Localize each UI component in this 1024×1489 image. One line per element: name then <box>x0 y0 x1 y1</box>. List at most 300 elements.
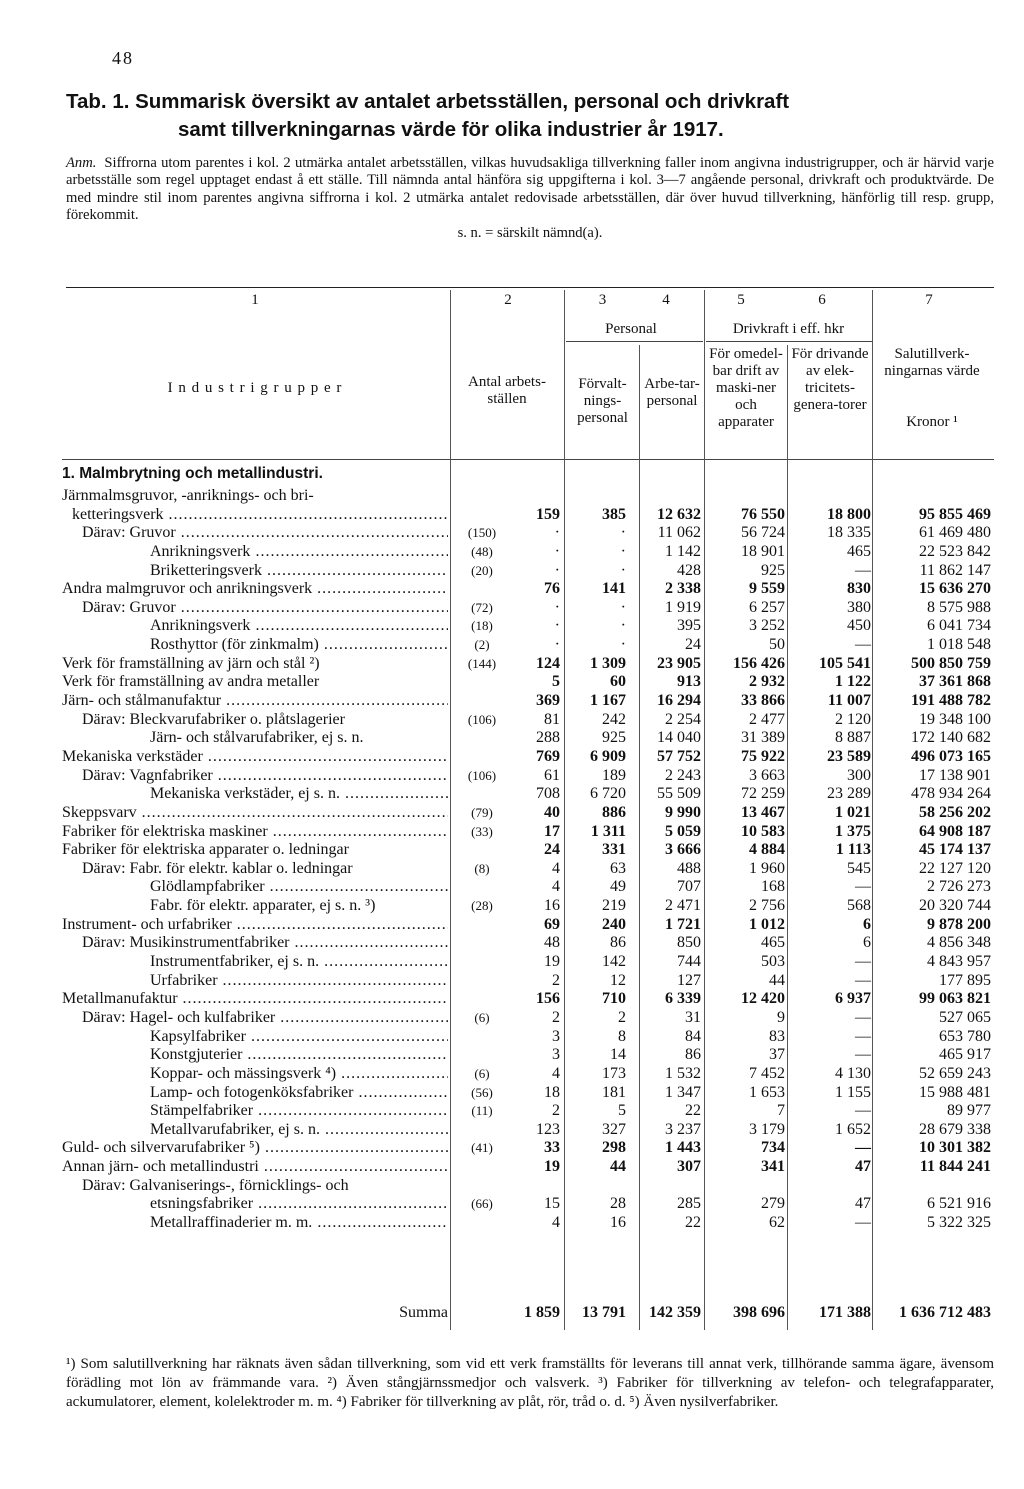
row-label-text: Stämpelfabriker ..... <box>150 1102 448 1119</box>
row-label-text: Lamp- och fotogenköksfabriker ..... <box>150 1084 448 1101</box>
row-value-c3: 12 <box>610 971 626 989</box>
row-value-c5: 1 012 <box>749 915 785 933</box>
row-label <box>62 916 448 935</box>
row-value-c6: — <box>855 636 871 654</box>
header-salutillverkning: Salutillverk-ningarnas värde <box>884 346 980 379</box>
row-label-text: Kapsylfabriker ..... <box>150 1028 448 1045</box>
row-value-c6: 2 120 <box>835 710 871 728</box>
row-value-c7: 500 850 759 <box>911 654 991 672</box>
row-value-c5: 56 724 <box>741 524 785 542</box>
row-value-c6: — <box>855 1213 871 1231</box>
row-value-c5: 3 179 <box>749 1120 785 1138</box>
row-value-c4: 2 254 <box>665 710 701 728</box>
row-label-text: etsningsfabriker ..... <box>150 1195 448 1212</box>
row-value-c6: — <box>855 953 871 971</box>
row-parenthesis-count: (106) <box>467 767 497 783</box>
row-parenthesis-count: (6) <box>474 1009 490 1025</box>
header-personal: Personal <box>605 321 657 337</box>
header-forvaltningspersonal: Förvalt-nings-personal <box>577 376 628 426</box>
row-value-c6: 11 007 <box>827 692 871 710</box>
row-value-c4: 16 294 <box>657 692 701 710</box>
row-value-c7: 17 138 901 <box>919 766 991 784</box>
row-value-c6: 545 <box>847 859 871 877</box>
row-value-c5: 9 <box>777 1008 785 1026</box>
row-value-c6: 300 <box>847 766 871 784</box>
row-value-c2: 81 <box>544 710 560 728</box>
row-label <box>62 1214 448 1233</box>
note-text: Siffrorna utom parentes i kol. 2 utmärka antalet arbetsställen, vilkas huvudsakliga tillverkning faller inom angivna industrigrupper, och är härvid varje arbetsställe som regel upptaget endast å ett ställe. Till nämnda antal hänföra sig uppgifterna i kol. 3—7 angående personal, drivkraft och produktvärde. De med mindre stil inom parentes angivna siffrorna i kol. 2 utmärka antalet redovisade arbetsställen, där över huvud tillverkning, hänförlig till resp. grupp, förekommit. <box>66 155 994 224</box>
row-value-c6: 23 289 <box>827 785 871 803</box>
row-parenthesis-count: (79) <box>471 804 493 820</box>
row-value-c6: 6 <box>863 915 871 933</box>
table-row <box>62 692 994 711</box>
row-label <box>62 506 448 525</box>
row-value-c2: 4 <box>552 878 560 896</box>
table-top-rule <box>66 287 994 288</box>
row-label-text: Metallvarufabriker, ej s. n. ..... <box>150 1121 448 1138</box>
row-label-text: Metallraffinaderier m. m. ..... <box>150 1214 448 1231</box>
summa-antal: 1 859 <box>524 1304 560 1321</box>
row-label-text: Verk för framställning av järn och stål ²) <box>62 654 320 672</box>
header-omedelbar-drift: För omedel-bar drift av maski-ner och apparater <box>709 346 783 430</box>
colnum-1: 1 <box>251 292 259 308</box>
row-value-c4: 86 <box>685 1046 701 1064</box>
row-value-c7: 1 018 548 <box>927 636 991 654</box>
row-value-c2: · <box>554 636 560 654</box>
row-value-c7: 6 521 916 <box>927 1195 991 1213</box>
summa-label: Summa <box>399 1304 448 1321</box>
table-row <box>62 1046 994 1065</box>
row-value-c4: 1 142 <box>665 542 701 560</box>
table-row <box>62 1102 994 1121</box>
row-value-c3: · <box>620 524 626 542</box>
row-parenthesis-count: (48) <box>471 543 493 559</box>
table-row <box>62 617 994 636</box>
row-value-c5: 76 550 <box>741 505 785 523</box>
colnum-3: 3 <box>598 292 607 308</box>
row-label-text: Därav: Bleckvarufabriker o. plåtslagerier <box>82 710 345 728</box>
header-bottom-rule <box>62 459 994 460</box>
row-label <box>62 1139 448 1158</box>
row-value-c3: 1 311 <box>590 822 626 840</box>
row-label-text: Skeppsvarv ..... <box>62 804 448 821</box>
table-row <box>62 636 994 655</box>
row-label-text: Därav: Hagel- och kulfabriker ..... <box>82 1009 448 1026</box>
row-value-c6: 23 589 <box>827 747 871 765</box>
row-label-text: Därav: Fabr. för elektr. kablar o. ledningar <box>82 859 353 877</box>
row-value-c7: 37 361 868 <box>919 673 991 691</box>
row-value-c7: 64 908 187 <box>919 822 991 840</box>
row-value-c6: 830 <box>847 580 871 598</box>
row-label <box>62 711 448 730</box>
row-label <box>62 617 448 636</box>
table-row <box>62 1084 994 1103</box>
row-value-c2: 3 <box>552 1046 560 1064</box>
row-value-c2: · <box>554 561 560 579</box>
row-value-c5: 18 901 <box>741 542 785 560</box>
row-value-c5: 341 <box>761 1158 785 1176</box>
row-value-c3: 327 <box>602 1120 626 1138</box>
row-label-text: Anrikningsverk ..... <box>150 617 448 634</box>
row-value-c4: 22 <box>685 1102 701 1120</box>
row-value-c2: · <box>554 542 560 560</box>
row-value-c3: 242 <box>602 710 626 728</box>
row-value-c6: 1 652 <box>835 1120 871 1138</box>
row-value-c3: 710 <box>602 990 626 1008</box>
row-value-c3: 181 <box>602 1083 626 1101</box>
row-value-c7: 52 659 243 <box>919 1064 991 1082</box>
row-parenthesis-count: (144) <box>467 655 497 671</box>
header-drivkraft: Drivkraft i eff. hkr <box>732 321 845 337</box>
row-label-text: ketteringsverk ..... <box>72 506 448 523</box>
row-value-c4: 285 <box>677 1195 701 1213</box>
table-row <box>62 785 994 804</box>
row-value-c7: 10 301 382 <box>919 1139 991 1157</box>
table-row <box>62 580 994 599</box>
table-row <box>62 767 994 786</box>
row-value-c4: 55 509 <box>657 785 701 803</box>
summa-omedel: 398 696 <box>733 1304 785 1321</box>
row-label <box>62 487 448 506</box>
header-industrigrupper: I n d u s t r i g r u p p e r <box>167 380 343 396</box>
table-body <box>62 487 994 1233</box>
table-row <box>62 1195 994 1214</box>
row-value-c4: 6 339 <box>665 990 701 1008</box>
row-label <box>62 934 448 953</box>
row-value-c4: 24 <box>685 636 701 654</box>
row-label-text: Annan järn- och metallindustri ..... <box>62 1158 448 1175</box>
row-label-text: Järnmalmsgruvor, -anriknings- och bri- <box>62 487 314 504</box>
row-label-text: Järn- och stålvarufabriker, ej s. n. <box>150 729 364 747</box>
row-value-c6: 6 <box>863 934 871 952</box>
colnum-2: 2 <box>504 292 512 308</box>
row-parenthesis-count: (106) <box>467 711 497 727</box>
row-value-c4: 2 338 <box>665 580 701 598</box>
row-value-c5: 12 420 <box>741 990 785 1008</box>
row-value-c5: 1 653 <box>749 1083 785 1101</box>
table-row <box>62 1177 994 1196</box>
row-value-c4: 57 752 <box>657 747 701 765</box>
row-value-c4: 14 040 <box>657 729 701 747</box>
row-value-c6: 1 122 <box>835 673 871 691</box>
row-value-c4: 12 632 <box>657 505 701 523</box>
row-value-c2: 19 <box>544 1158 560 1176</box>
row-value-c5: 72 259 <box>741 785 785 803</box>
row-value-c2: 123 <box>536 1120 560 1138</box>
row-value-c6: 18 335 <box>827 524 871 542</box>
row-value-c6: 105 541 <box>819 654 871 672</box>
table-row <box>62 934 994 953</box>
row-value-c7: 172 140 682 <box>911 729 991 747</box>
row-parenthesis-count: (56) <box>471 1084 493 1100</box>
header-drivande-generatorer: För drivande av elek-tricitets-genera-torer <box>791 346 869 413</box>
row-label-text: Glödlampfabriker ..... <box>150 878 448 895</box>
row-value-c6: — <box>855 1139 871 1157</box>
row-value-c3: 219 <box>602 897 626 915</box>
row-value-c4: 3 237 <box>665 1120 701 1138</box>
row-label <box>62 1046 448 1065</box>
row-value-c2: · <box>554 617 560 635</box>
row-value-c2: 16 <box>544 897 560 915</box>
row-label-text: Konstgjuterier ..... <box>150 1046 448 1063</box>
row-value-c7: 527 065 <box>939 1008 991 1026</box>
table-row <box>62 1028 994 1047</box>
table-row <box>62 1009 994 1028</box>
row-value-c2: 2 <box>552 1102 560 1120</box>
row-value-c2: 17 <box>544 822 560 840</box>
row-label <box>62 1177 448 1196</box>
row-label-text: Därav: Gruvor ..... <box>82 524 448 541</box>
row-value-c7: 15 636 270 <box>919 580 991 598</box>
personal-rule <box>566 341 703 342</box>
row-parenthesis-count: (6) <box>474 1065 490 1081</box>
row-value-c5: 3 663 <box>749 766 785 784</box>
row-value-c5: 83 <box>769 1027 785 1045</box>
row-value-c3: 2 <box>618 1008 626 1026</box>
header-arbetarpersonal: Arbe-tar-personal <box>644 376 700 409</box>
row-value-c4: 1 721 <box>665 915 701 933</box>
row-parenthesis-count: (28) <box>471 898 493 914</box>
row-value-c7: 28 679 338 <box>919 1120 991 1138</box>
row-value-c5: 3 252 <box>749 617 785 635</box>
row-value-c5: 503 <box>761 953 785 971</box>
row-value-c4: 11 062 <box>657 524 701 542</box>
row-value-c4: 3 666 <box>665 841 701 859</box>
row-value-c4: 707 <box>677 878 701 896</box>
table-row <box>62 841 994 860</box>
row-value-c5: 75 922 <box>741 747 785 765</box>
page-number: 48 <box>112 48 134 68</box>
row-label-text: Anrikningsverk ..... <box>150 543 448 560</box>
row-value-c7: 22 523 842 <box>919 542 991 560</box>
row-value-c7: 95 855 469 <box>919 505 991 523</box>
row-value-c2: 4 <box>552 1064 560 1082</box>
table-row <box>62 823 994 842</box>
table-row <box>62 543 994 562</box>
title-line-2: samt tillverkningarnas värde för olika industrier år 1917. <box>178 118 724 141</box>
row-value-c3: · <box>620 542 626 560</box>
row-value-c5: 62 <box>769 1213 785 1231</box>
row-label-text: Briketteringsverk ..... <box>150 562 448 579</box>
row-value-c7: 653 780 <box>939 1027 991 1045</box>
row-label <box>62 729 448 748</box>
summa-varde: 1 636 712 483 <box>899 1304 991 1321</box>
row-label-text: Mekaniska verkstäder ..... <box>62 748 448 765</box>
table-row <box>62 916 994 935</box>
row-value-c5: 31 389 <box>741 729 785 747</box>
row-value-c6: — <box>855 1102 871 1120</box>
row-value-c4: 2 471 <box>665 897 701 915</box>
row-label <box>62 636 448 655</box>
table-row <box>62 860 994 879</box>
row-label <box>62 655 448 674</box>
row-label <box>62 692 448 711</box>
row-label <box>62 990 448 1009</box>
row-value-c5: 44 <box>769 971 785 989</box>
row-parenthesis-count: (8) <box>474 860 490 876</box>
row-parenthesis-count: (20) <box>471 562 493 578</box>
row-parenthesis-count: (33) <box>471 823 493 839</box>
row-value-c7: 20 320 744 <box>919 897 991 915</box>
row-label <box>62 823 448 842</box>
row-label-text: Fabr. för elektr. apparater, ej s. n. ³) <box>150 897 376 915</box>
row-value-c4: 307 <box>677 1158 701 1176</box>
row-value-c2: 5 <box>552 673 560 691</box>
row-value-c5: 168 <box>761 878 785 896</box>
header-antal-arbetsstallen: Antal arbets-ställen <box>468 374 546 407</box>
row-value-c2: 61 <box>544 766 560 784</box>
row-value-c6: — <box>855 561 871 579</box>
table-row <box>62 711 994 730</box>
row-label <box>62 673 448 692</box>
row-value-c3: 49 <box>610 878 626 896</box>
row-value-c7: 8 575 988 <box>927 598 991 616</box>
row-value-c4: 428 <box>677 561 701 579</box>
row-value-c7: 465 917 <box>939 1046 991 1064</box>
row-value-c7: 11 862 147 <box>919 561 991 579</box>
table-row <box>62 1214 994 1233</box>
annotation-note <box>66 155 994 242</box>
row-value-c3: 6 909 <box>590 747 626 765</box>
row-value-c2: 15 <box>544 1195 560 1213</box>
row-value-c5: 4 884 <box>749 841 785 859</box>
table-row <box>62 990 994 1009</box>
row-value-c7: 22 127 120 <box>919 859 991 877</box>
row-parenthesis-count: (150) <box>467 525 497 541</box>
row-label <box>62 841 448 860</box>
row-value-c7: 478 934 264 <box>911 785 991 803</box>
row-label <box>62 1065 448 1084</box>
row-label <box>62 562 448 581</box>
row-label-text: Därav: Galvaniserings-, förnicklings- och <box>82 1176 349 1194</box>
row-value-c4: 1 443 <box>665 1139 701 1157</box>
row-value-c6: 380 <box>847 598 871 616</box>
row-label-text: Instrument- och urfabriker ..... <box>62 916 448 933</box>
row-label-text: Rosthyttor (för zinkmalm) ..... <box>150 636 448 653</box>
row-value-c7: 9 878 200 <box>927 915 991 933</box>
row-value-c3: 6 720 <box>590 785 626 803</box>
row-value-c5: 7 452 <box>749 1064 785 1082</box>
table-row <box>62 599 994 618</box>
table-row <box>62 1121 994 1140</box>
row-label-text: Verk för framställning av andra metaller <box>62 673 320 691</box>
row-value-c4: 84 <box>685 1027 701 1045</box>
table-title <box>66 88 1006 144</box>
row-value-c5: 9 559 <box>749 580 785 598</box>
table-row <box>62 562 994 581</box>
row-value-c3: 63 <box>610 859 626 877</box>
row-value-c3: 298 <box>602 1139 626 1157</box>
row-value-c7: 89 977 <box>947 1102 991 1120</box>
row-value-c3: 86 <box>610 934 626 952</box>
drivkraft-rule <box>706 341 872 342</box>
row-value-c3: · <box>620 617 626 635</box>
row-value-c7: 6 041 734 <box>927 617 991 635</box>
row-label <box>62 767 448 786</box>
row-value-c2: 124 <box>536 654 560 672</box>
row-value-c6: 1 155 <box>835 1083 871 1101</box>
row-value-c2: 159 <box>536 505 560 523</box>
row-value-c2: 156 <box>536 990 560 1008</box>
row-value-c2: 369 <box>536 692 560 710</box>
row-value-c6: 465 <box>847 542 871 560</box>
table-row <box>62 729 994 748</box>
row-label-text: Därav: Gruvor ..... <box>82 599 448 616</box>
row-label <box>62 804 448 823</box>
row-label-text: Mekaniska verkstäder, ej s. n. ..... <box>150 785 448 802</box>
row-value-c3: · <box>620 636 626 654</box>
row-label-text: Urfabriker ..... <box>150 972 448 989</box>
note-label: Anm. <box>66 155 97 171</box>
row-value-c2: 769 <box>536 747 560 765</box>
row-value-c6: — <box>855 1027 871 1045</box>
row-value-c4: 488 <box>677 859 701 877</box>
row-value-c3: 385 <box>602 505 626 523</box>
colnum-7: 7 <box>925 292 933 308</box>
row-value-c4: 22 <box>685 1213 701 1231</box>
row-value-c4: 850 <box>677 934 701 952</box>
row-value-c3: 331 <box>602 841 626 859</box>
row-value-c2: 4 <box>552 859 560 877</box>
row-value-c3: 8 <box>618 1027 626 1045</box>
row-label <box>62 1084 448 1103</box>
row-label <box>62 748 448 767</box>
table-row <box>62 972 994 991</box>
summa-drivande: 171 388 <box>819 1304 871 1321</box>
row-value-c3: 189 <box>602 766 626 784</box>
table-row <box>62 655 994 674</box>
header-kronor: Kronor ¹ <box>906 414 958 430</box>
row-value-c3: 60 <box>610 673 626 691</box>
row-value-c5: 13 467 <box>741 803 785 821</box>
row-value-c4: 23 905 <box>657 654 701 672</box>
row-value-c2: 40 <box>544 803 560 821</box>
row-label <box>62 524 448 543</box>
row-parenthesis-count: (72) <box>471 599 493 615</box>
row-value-c4: 9 990 <box>665 803 701 821</box>
row-parenthesis-count: (2) <box>474 637 490 653</box>
row-label <box>62 1158 448 1177</box>
row-value-c3: 16 <box>610 1213 626 1231</box>
row-value-c3: 5 <box>618 1102 626 1120</box>
row-value-c2: 48 <box>544 934 560 952</box>
row-value-c3: 141 <box>602 580 626 598</box>
row-value-c7: 61 469 480 <box>919 524 991 542</box>
row-value-c4: 5 059 <box>665 822 701 840</box>
row-label <box>62 972 448 991</box>
table-row <box>62 487 994 506</box>
row-label-text: Koppar- och mässingsverk ⁴) ..... <box>150 1065 448 1082</box>
row-value-c5: 2 477 <box>749 710 785 728</box>
row-value-c6: 47 <box>855 1195 871 1213</box>
colnum-6: 6 <box>818 292 826 308</box>
row-value-c6: 8 887 <box>835 729 871 747</box>
row-value-c5: 925 <box>761 561 785 579</box>
row-value-c3: 1 309 <box>590 654 626 672</box>
row-value-c6: 1 375 <box>835 822 871 840</box>
row-parenthesis-count: (18) <box>471 618 493 634</box>
row-value-c7: 177 895 <box>939 971 991 989</box>
row-value-c2: 288 <box>536 729 560 747</box>
row-value-c4: 127 <box>677 971 701 989</box>
row-value-c7: 496 073 165 <box>911 747 991 765</box>
row-value-c3: 240 <box>602 915 626 933</box>
row-value-c2: 2 <box>552 1008 560 1026</box>
row-label-text: Fabriker för elektriska maskiner ..... <box>62 823 448 840</box>
row-value-c2: · <box>554 524 560 542</box>
row-value-c4: 2 243 <box>665 766 701 784</box>
row-value-c2: 24 <box>544 841 560 859</box>
